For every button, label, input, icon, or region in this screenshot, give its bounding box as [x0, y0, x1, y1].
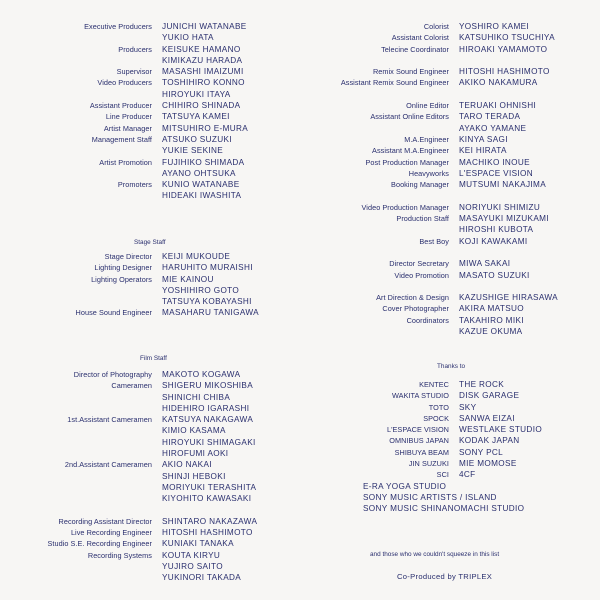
- credit-role: Executive Producers: [84, 22, 152, 31]
- credit-row: [309, 67, 558, 78]
- credit-name: KATSUHIKO TSUCHIYA: [459, 33, 555, 43]
- credit-name: KEI HIRATA: [459, 146, 507, 156]
- credit-name: AYANO OHTSUKA: [162, 168, 236, 178]
- credit-name: AKIRA MATSUO: [459, 304, 525, 314]
- credit-role: 2nd.Assistant Cameramen: [64, 460, 152, 470]
- credit-name: MORIYUKI TERASHITA: [162, 482, 257, 492]
- credit-role: M.A.Engineer: [404, 134, 449, 144]
- credit-row: [309, 425, 600, 436]
- thanks-list: [309, 380, 600, 516]
- credit-role: Post Production Manager: [365, 157, 449, 167]
- credit-row: [309, 146, 558, 157]
- credit-row: [309, 459, 600, 470]
- credit-name: WESTLAKE STUDIO: [459, 425, 543, 435]
- credit-role: Director of Photography: [73, 370, 152, 379]
- credit-role: OMNIBUS JAPAN: [389, 436, 449, 446]
- credit-row: [309, 90, 558, 101]
- credit-row: [309, 293, 558, 304]
- credit-row: [47, 426, 257, 437]
- credit-name: KEISUKE HAMANO: [162, 44, 241, 54]
- credit-row: [47, 562, 257, 573]
- credit-role: Promoters: [117, 180, 152, 190]
- credit-role: Best Boy: [419, 236, 449, 246]
- credit-row: [47, 169, 248, 180]
- credit-row: [309, 470, 600, 481]
- credit-role: Recording Assistant Director: [58, 516, 152, 526]
- credit-name: YUJIRO SAITO: [162, 562, 223, 572]
- credit-role: Artist Promotion: [99, 157, 152, 167]
- credit-row: [309, 248, 558, 259]
- credit-row: [47, 263, 259, 274]
- credit-name: THE ROCK: [459, 380, 505, 389]
- credit-name: DISK GARAGE: [459, 391, 520, 401]
- credit-name: MASASHI IMAIZUMI: [162, 67, 244, 77]
- credit-row: [47, 381, 257, 392]
- credit-name: YUKINORI TAKADA: [162, 573, 242, 583]
- credit-name: FUJIHIKO SHIMADA: [162, 157, 245, 167]
- coproduced-credit: Co-Produced by TRIPLEX: [397, 572, 493, 581]
- thanks-heading: Thanks to: [437, 363, 466, 370]
- credit-row: [47, 551, 257, 562]
- credit-row: [47, 472, 257, 483]
- credit-role: Booking Manager: [391, 180, 449, 190]
- credit-name: HIDEAKI IWASHITA: [162, 191, 242, 201]
- credit-name: HIROAKI YAMAMOTO: [459, 44, 548, 54]
- credit-name: MASATO SUZUKI: [459, 270, 530, 280]
- credit-row: [309, 391, 600, 402]
- credit-name: KIYOHITO KAWASAKI: [162, 494, 252, 504]
- credit-name: KUNIAKI TANAKA: [162, 539, 234, 549]
- credit-role: Assistant Colorist: [391, 33, 449, 43]
- credit-row: [47, 404, 257, 415]
- credit-row: [309, 112, 558, 123]
- credit-role: Assistant Online Editors: [370, 112, 449, 122]
- left-credits: [47, 22, 248, 203]
- credit-name: TOSHIHIRO KONNO: [162, 78, 245, 88]
- credit-name: TARO TERADA: [459, 112, 521, 122]
- credit-row: [309, 78, 558, 89]
- credit-row: [309, 33, 558, 44]
- credit-name: AKIO NAKAI: [162, 460, 212, 470]
- credit-row: [309, 158, 558, 169]
- credit-role: Coordinators: [406, 315, 449, 325]
- credit-role: Assistant M.A.Engineer: [372, 146, 449, 156]
- credit-name: KIMIO KASAMA: [162, 426, 226, 436]
- credit-row: [47, 415, 257, 426]
- credit-row: [47, 517, 257, 528]
- credit-role: Colorist: [423, 22, 449, 31]
- credit-role: Director Secretary: [389, 259, 449, 269]
- credit-row: [47, 297, 259, 308]
- credit-role: KENTEC: [419, 380, 449, 389]
- credit-row: [47, 67, 248, 78]
- credit-row: [309, 259, 558, 270]
- credit-row: [309, 135, 558, 146]
- credit-name: YUKIE SEKINE: [162, 146, 224, 156]
- credit-row: [47, 308, 259, 319]
- credit-row: [47, 506, 257, 517]
- stage-staff-heading: Stage Staff: [134, 239, 166, 246]
- credit-name: SANWA EIZAI: [459, 413, 515, 423]
- credit-role: Assistant Producer: [89, 101, 152, 111]
- credit-name: SHINTARO NAKAZAWA: [162, 516, 258, 526]
- credit-name: HITOSHI HASHIMOTO: [162, 528, 253, 538]
- credit-row: [47, 90, 248, 101]
- credit-name: YOSHIRO KAMEI: [459, 22, 530, 31]
- credit-role: Artist Manager: [103, 123, 152, 133]
- credit-name: KIMIKAZU HARADA: [162, 55, 243, 65]
- film-staff-credits: [47, 370, 257, 585]
- credit-name: MIWA SAKAI: [459, 259, 511, 269]
- credit-name: 4CF: [459, 470, 476, 480]
- credit-name: KAZUE OKUMA: [459, 327, 523, 337]
- credit-role: Video Promotion: [394, 270, 449, 280]
- credit-role: SPOCK: [423, 413, 449, 423]
- credit-role: Art Direction & Design: [376, 293, 449, 303]
- credit-name: SHINJI HEBOKI: [162, 471, 226, 481]
- credit-role: L'ESPACE VISION: [386, 425, 449, 435]
- credit-row: [47, 135, 248, 146]
- credit-role: Cameramen: [111, 381, 152, 391]
- credit-row: [47, 22, 248, 33]
- credit-row: [309, 316, 558, 327]
- credit-name: HIROYUKI ITAYA: [162, 89, 231, 99]
- credit-role: Producers: [118, 44, 152, 54]
- credit-row: [47, 370, 257, 381]
- credit-role: Cover Photographer: [382, 304, 449, 314]
- credit-row: [47, 393, 257, 404]
- credit-role: SHIBUYA BEAM: [394, 447, 449, 457]
- credit-name: MITSUHIRO E-MURA: [162, 123, 249, 133]
- credit-name: KATSUYA NAKAGAWA: [162, 415, 254, 425]
- credit-row: [47, 483, 257, 494]
- credit-name: HIROFUMI AOKI: [162, 449, 229, 459]
- credit-name: KODAK JAPAN: [459, 436, 520, 446]
- credit-role: Management Staff: [91, 134, 152, 144]
- credit-name: MUTSUMI NAKAJIMA: [459, 180, 547, 190]
- credit-row: [309, 304, 558, 315]
- credit-row: [309, 124, 558, 135]
- credit-row: [309, 203, 558, 214]
- right-credits: [309, 22, 558, 338]
- credit-row: [47, 33, 248, 44]
- credit-name: SONY PCL: [459, 447, 504, 457]
- credit-row: [309, 271, 558, 282]
- thanks-centered-item: SONY MUSIC ARTISTS / ISLAND: [363, 492, 497, 502]
- credit-role: Assistant Remix Sound Engineer: [340, 78, 449, 88]
- credit-name: CHIHIRO SHINADA: [162, 101, 241, 111]
- credit-row: [309, 436, 600, 447]
- credit-name: HIDEHIRO IGARASHI: [162, 403, 250, 413]
- credit-role: Studio S.E. Recording Engineer: [47, 539, 152, 549]
- credit-name: MAKOTO KOGAWA: [162, 370, 241, 379]
- credit-row: [309, 327, 558, 338]
- credit-role: Production Staff: [396, 214, 449, 224]
- credit-role: Remix Sound Engineer: [372, 67, 449, 77]
- credit-row: [47, 460, 257, 471]
- credit-name: HITOSHI HASHIMOTO: [459, 67, 550, 77]
- credit-row: [309, 237, 558, 248]
- credit-name: KAZUSHIGE HIRASAWA: [459, 293, 558, 303]
- credit-name: MIE MOMOSE: [459, 459, 517, 469]
- credit-name: NORIYUKI SHIMIZU: [459, 202, 541, 212]
- credit-row: [47, 180, 248, 191]
- credit-role: Supervisor: [116, 67, 152, 77]
- credit-row: [47, 438, 257, 449]
- credit-row: [309, 45, 558, 56]
- film-staff-heading: Film Staff: [140, 355, 167, 362]
- credit-name: TATSUYA KAMEI: [162, 112, 230, 122]
- credit-row: [309, 380, 600, 391]
- credit-row: [309, 56, 558, 67]
- credit-name: TATSUYA KOBAYASHI: [162, 297, 252, 307]
- credit-row: [309, 191, 558, 202]
- credit-row: [309, 101, 558, 112]
- credit-row: [47, 191, 248, 202]
- credit-name: HARUHITO MURAISHI: [162, 263, 253, 273]
- thanks-note: and those who we couldn't squeeze in this list: [370, 551, 500, 558]
- credit-row: [47, 124, 248, 135]
- credit-name: KOJI KAWAKAMI: [459, 236, 528, 246]
- stage-staff-credits: [47, 252, 259, 320]
- credit-role: 1st.Assistant Cameramen: [67, 415, 152, 425]
- credit-row: [47, 78, 248, 89]
- credit-row: [309, 214, 558, 225]
- credit-role: Lighting Operators: [91, 274, 152, 284]
- credit-name: MACHIKO INOUE: [459, 157, 530, 167]
- credit-row: [47, 286, 259, 297]
- credit-name: MIE KAINOU: [162, 274, 214, 284]
- credit-role: SCI: [436, 470, 449, 480]
- credit-row: [47, 528, 257, 539]
- credit-role: Lighting Designer: [94, 263, 152, 273]
- credit-row: [47, 573, 257, 584]
- credit-row: [47, 112, 248, 123]
- credit-name: KOUTA KIRYU: [162, 550, 221, 560]
- credit-row: [309, 414, 600, 425]
- credit-role: Stage Director: [104, 252, 152, 261]
- credit-role: JIN SUZUKI: [408, 459, 449, 469]
- credit-name: SHINICHI CHIBA: [162, 392, 231, 402]
- credit-row: [47, 539, 257, 550]
- credit-row: [309, 22, 558, 33]
- thanks-centered-item: E-RA YOGA STUDIO: [363, 481, 447, 491]
- credit-row: [47, 101, 248, 112]
- credit-role: WAKITA STUDIO: [391, 391, 449, 401]
- credit-row: [47, 449, 257, 460]
- credit-row: [47, 494, 257, 505]
- credit-name: KINYA SAGI: [459, 134, 508, 144]
- credit-row: [47, 146, 248, 157]
- credit-name: KEIJI MUKOUDE: [162, 252, 231, 261]
- credit-name: AYAKO YAMANE: [459, 123, 527, 133]
- credit-name: SKY: [459, 402, 477, 412]
- credit-row: [309, 448, 600, 459]
- credit-row: [47, 158, 248, 169]
- credit-name: YUKIO HATA: [162, 33, 214, 43]
- credit-name: MASAYUKI MIZUKAMI: [459, 214, 549, 224]
- credit-name: TERUAKI OHNISHI: [459, 101, 537, 111]
- credit-role: TOTO: [428, 402, 449, 412]
- credit-name: MASAHARU TANIGAWA: [162, 308, 259, 318]
- credit-role: Video Producers: [97, 78, 152, 88]
- credit-name: L'ESPACE VISION: [459, 168, 534, 178]
- credit-row: [47, 56, 248, 67]
- credit-name: HIROYUKI SHIMAGAKI: [162, 437, 256, 447]
- credit-name: AKIKO NAKAMURA: [459, 78, 538, 88]
- credit-role: Live Recording Engineer: [70, 528, 152, 538]
- credit-name: ATSUKO SUZUKI: [162, 134, 232, 144]
- credit-name: JUNICHI WATANABE: [162, 22, 247, 31]
- credit-role: House Sound Engineer: [75, 308, 152, 318]
- credit-role: Telecine Coordinator: [381, 44, 449, 54]
- credit-row: [47, 252, 259, 263]
- credit-row: [47, 45, 248, 56]
- credit-row: [309, 225, 558, 236]
- credit-row: [309, 282, 558, 293]
- credit-row: [47, 275, 259, 286]
- credit-row: [309, 180, 558, 191]
- credit-row: [309, 169, 558, 180]
- credit-role: Online Editor: [406, 101, 449, 111]
- credit-name: SHIGERU MIKOSHIBA: [162, 381, 254, 391]
- credit-role: Recording Systems: [87, 550, 152, 560]
- thanks-centered-item: SONY MUSIC SHINANOMACHI STUDIO: [363, 504, 525, 514]
- credit-role: Heavyworks: [408, 168, 449, 178]
- credit-name: HIROSHI KUBOTA: [459, 225, 534, 235]
- credit-role: Line Producer: [105, 112, 152, 122]
- credit-role: Video Production Manager: [361, 202, 449, 212]
- credit-name: KUNIO WATANABE: [162, 180, 240, 190]
- credit-row: [309, 403, 600, 414]
- credit-name: YOSHIHIRO GOTO: [162, 285, 240, 295]
- credit-name: TAKAHIRO MIKI: [459, 315, 524, 325]
